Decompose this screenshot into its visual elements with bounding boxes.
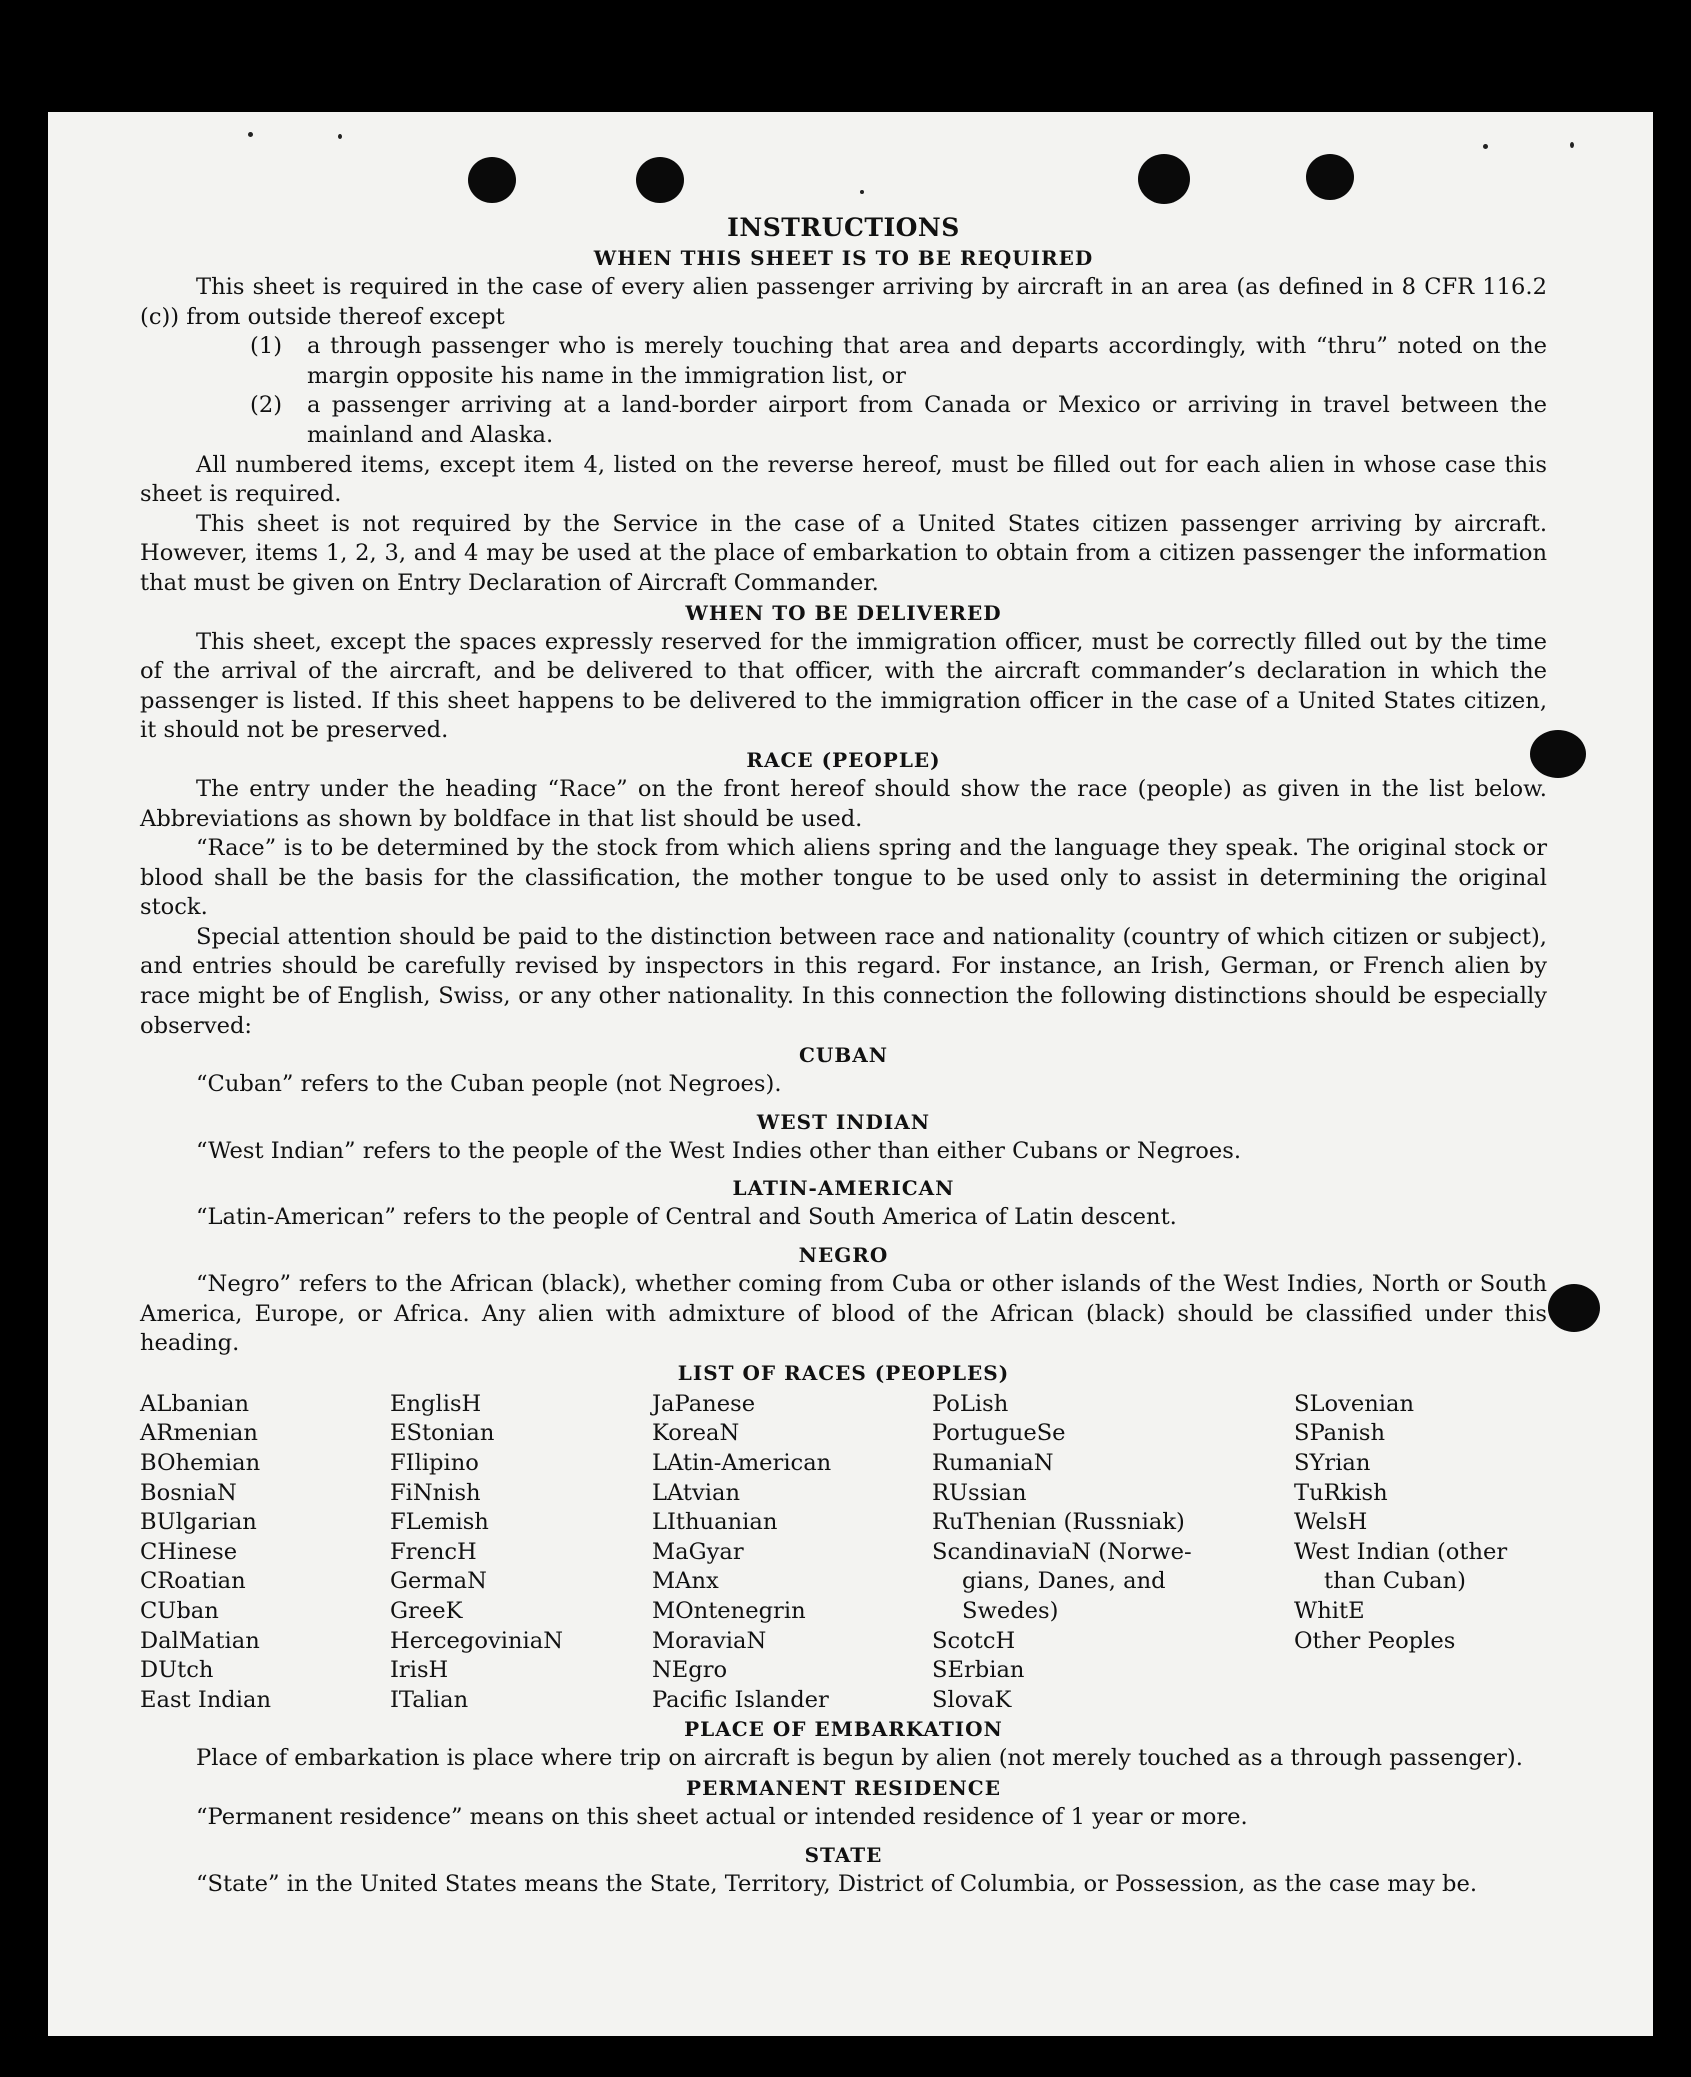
- race-item: ARmenian: [140, 1420, 258, 1447]
- definition: “West Indian” refers to the people of the West Indies other than either Cubans or Negroes.: [196, 1137, 1242, 1164]
- race-column: [932, 1390, 1294, 1716]
- race-item: KoreaN: [652, 1420, 740, 1447]
- section-heading: LIST OF RACES (PEOPLES): [677, 1360, 1010, 1385]
- race-item: ALbanian: [140, 1390, 250, 1417]
- race-item: SPanish: [1294, 1420, 1386, 1447]
- list-item: [250, 332, 1547, 391]
- race-item: West Indian (other: [1294, 1538, 1508, 1565]
- race-item: TuRkish: [1294, 1479, 1388, 1506]
- race-list: [140, 1390, 1547, 1716]
- section-heading: PLACE OF EMBARKATION: [684, 1717, 1003, 1742]
- race-item: NEgro: [652, 1657, 728, 1684]
- race-item: ScandinaviaN (Norwe-: [932, 1538, 1192, 1565]
- race-item: MoraviaN: [652, 1627, 767, 1654]
- punch-hole: [1138, 154, 1190, 204]
- race-item: East Indian: [140, 1686, 272, 1713]
- section-heading: WEST INDIAN: [756, 1109, 931, 1134]
- race-item: PoLish: [932, 1390, 1009, 1417]
- section-heading: LATIN-AMERICAN: [732, 1176, 955, 1201]
- item-text: a through passenger who is merely touching that area and departs accordingly, with “thru” noted on the margin opposite his name in the immigration list, or: [307, 333, 1547, 389]
- race-item: EnglisH: [390, 1390, 482, 1417]
- race-item-continued: than Cuban): [1324, 1568, 1466, 1595]
- race-item: MOntenegrin: [652, 1597, 806, 1624]
- race-item: FLemish: [390, 1509, 489, 1536]
- section-heading: WHEN THIS SHEET IS TO BE REQUIRED: [593, 246, 1094, 270]
- paragraph: This sheet, except the spaces expressly reserved for the immigration officer, must be correctly filled out by the time of the arrival of the aircraft, and be delivered to that officer, with the aircraft commander’s declaration in which the passenger is listed. If this sheet happens to be delivered to the immigration officer in the case of a United States citizen, it should not be preserved.: [140, 628, 1547, 744]
- speck: [1570, 142, 1574, 148]
- section-heading: RACE (PEOPLE): [746, 747, 941, 772]
- race-item: JaPanese: [652, 1390, 756, 1417]
- race-item: WhitE: [1294, 1597, 1365, 1624]
- race-item: LAtin-American: [652, 1450, 832, 1476]
- paragraph: The entry under the heading “Race” on the front hereof should show the race (people) as given in the list below. Abbreviations as shown by boldface in that list should be used.: [140, 775, 1547, 832]
- definition: “Latin-American” refers to the people of Central and South America of Latin descent.: [196, 1204, 1177, 1231]
- race-item: CHinese: [140, 1538, 238, 1565]
- race-item: DUtch: [140, 1657, 214, 1684]
- race-item: SErbian: [932, 1657, 1025, 1684]
- list-item: [250, 391, 1547, 450]
- race-item: SLovenian: [1294, 1390, 1415, 1417]
- page-title: INSTRUCTIONS: [727, 213, 960, 242]
- punch-hole: [1306, 154, 1354, 200]
- race-item: BUlgarian: [140, 1509, 257, 1536]
- paragraph: “State” in the United States means the State, Territory, District of Columbia, or Possession, as the case may be.: [196, 1870, 1478, 1897]
- race-column: [1294, 1390, 1547, 1716]
- paragraph: “Negro” refers to the African (black), whether coming from Cuba or other islands of the West Indies, North or South America, Europe, or Africa. Any alien with admixture of blood of the African (black) should be classified under this heading.: [140, 1271, 1547, 1357]
- section-heading: NEGRO: [798, 1243, 889, 1268]
- race-item: SYrian: [1294, 1450, 1371, 1476]
- punch-hole: [468, 157, 516, 203]
- race-item: FiNnish: [390, 1479, 481, 1506]
- race-item: FIlipino: [390, 1450, 479, 1476]
- race-item: PortugueSe: [932, 1420, 1066, 1447]
- punch-hole: [1548, 1284, 1600, 1332]
- race-item: HercegoviniaN: [390, 1627, 563, 1654]
- speck: [338, 134, 342, 139]
- race-item: ScotcH: [932, 1627, 1016, 1654]
- race-column: [390, 1390, 652, 1716]
- race-item: WelsH: [1294, 1509, 1368, 1536]
- race-column: [652, 1390, 932, 1716]
- race-item: EStonian: [390, 1420, 495, 1447]
- definition: “Cuban” refers to the Cuban people (not Negroes).: [196, 1071, 782, 1098]
- race-item: GermaN: [390, 1568, 487, 1595]
- item-number: (2): [250, 392, 283, 419]
- speck: [1483, 144, 1488, 149]
- race-item: BOhemian: [140, 1450, 261, 1476]
- definition: “Permanent residence” means on this sheet actual or intended residence of 1 year or more.: [196, 1803, 1248, 1830]
- race-item: MAnx: [652, 1568, 719, 1595]
- race-item: Other Peoples: [1294, 1627, 1456, 1654]
- paragraph: This sheet is required in the case of every alien passenger arriving by aircraft in an area (as defined in 8 CFR 116.2 (c)) from outside thereof except: [140, 274, 1547, 330]
- race-item: FrencH: [390, 1538, 477, 1565]
- section-heading: CUBAN: [798, 1043, 889, 1068]
- race-item: RuThenian (Russniak): [932, 1509, 1185, 1536]
- item-number: (1): [250, 333, 283, 360]
- paragraph: All numbered items, except item 4, listed on the reverse hereof, must be filled out for each alien in whose case this sheet is required.: [140, 451, 1547, 508]
- race-item: CUban: [140, 1597, 219, 1624]
- race-item: IrisH: [390, 1657, 449, 1684]
- paragraph: This sheet is not required by the Service in the case of a United States citizen passenger arriving by aircraft. However, items 1, 2, 3, and 4 may be used at the place of embarkation to obtain from a citizen passenger the information that must be given on Entry Declaration of Aircraft Commander.: [140, 510, 1547, 596]
- race-item: SlovaK: [932, 1686, 1012, 1713]
- speck: [860, 190, 864, 194]
- section-heading: WHEN TO BE DELIVERED: [685, 600, 1002, 625]
- race-item: BosniaN: [140, 1479, 237, 1506]
- race-item: ITalian: [390, 1686, 469, 1713]
- instructions-content: [140, 212, 1547, 1899]
- race-item: RumaniaN: [932, 1450, 1054, 1476]
- race-item: MaGyar: [652, 1538, 744, 1565]
- race-item: GreeK: [390, 1597, 463, 1624]
- section-heading: PERMANENT RESIDENCE: [686, 1775, 1001, 1800]
- speck: [248, 132, 253, 137]
- item-text: a passenger arriving at a land-border airport from Canada or Mexico or arriving in travel between the mainland and Alaska.: [307, 392, 1547, 448]
- race-item: LAtvian: [652, 1479, 741, 1506]
- document-sheet: [48, 112, 1653, 2036]
- race-item: Pacific Islander: [652, 1686, 829, 1713]
- race-item: CRoatian: [140, 1568, 246, 1595]
- race-item-continued: Swedes): [962, 1597, 1059, 1624]
- race-item: LIthuanian: [652, 1509, 778, 1536]
- section-heading: STATE: [804, 1842, 883, 1867]
- paragraph: “Race” is to be determined by the stock from which aliens spring and the language they speak. The original stock or blood shall be the basis for the classification, the mother tongue to be used only to assist in determining the original stock.: [140, 835, 1547, 921]
- race-item: DalMatian: [140, 1627, 260, 1654]
- paragraph: Special attention should be paid to the distinction between race and nationality (country of which citizen or subject), and entries should be carefully revised by inspectors in this regard. For instance, an Irish, German, or French alien by race might be of English, Swiss, or any other nationality. In this connection the following distinctions should be especially observed:: [140, 923, 1547, 1039]
- race-item-continued: gians, Danes, and: [962, 1568, 1166, 1595]
- race-column: [140, 1390, 390, 1716]
- punch-hole: [636, 157, 684, 203]
- paragraph: Place of embarkation is place where trip on aircraft is begun by alien (not merely touched as a through passenger).: [196, 1745, 1523, 1772]
- race-item: RUssian: [932, 1479, 1027, 1506]
